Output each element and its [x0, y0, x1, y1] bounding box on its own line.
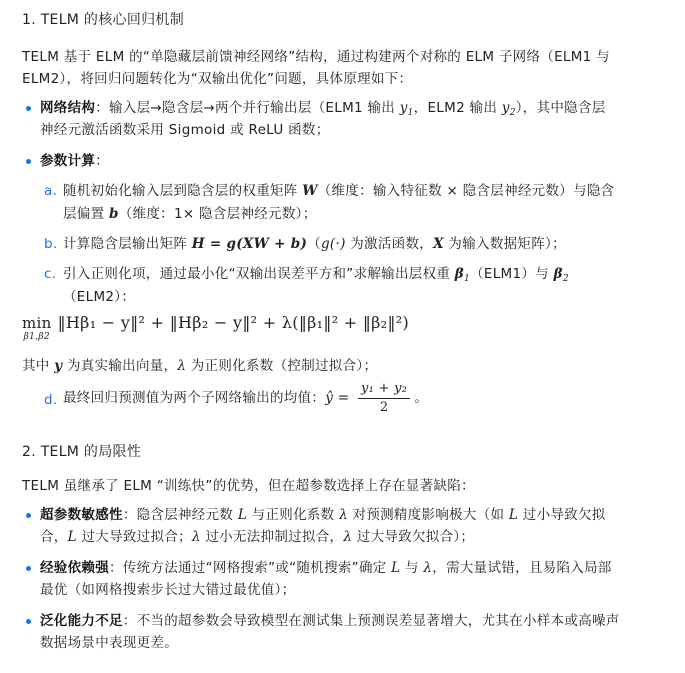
item-b-line: 计算隐含层输出矩阵 H = g(XW + b)（g(·) 为激活函数，X 为输入数据矩阵）； — [63, 236, 566, 252]
bullet-experience-dependence-line2: 最优（如网格搜索步长过大错过最优值）； — [40, 582, 296, 598]
section1-intro-line1: TELM 基于 ELM 的“单隐藏层前馈神经网络”结构，通过构建两个对称的 ELM 子网络（ELM1 与 — [22, 49, 610, 65]
bullet-generalization-line2: 数据场景中表现更差。 — [40, 635, 178, 651]
fraction: $\frac{\text{y₁ + y₂}}{2}$ — [358, 380, 410, 417]
item-a-line1: 随机初始化输入层到隐含层的权重矩阵 W（维度：输入特征数 × 隐含层神经元数）与隐含 — [63, 183, 615, 199]
formula-explanation: 其中 y 为真实输出向量，λ 为正则化系数（控制过拟合）； — [22, 358, 378, 374]
regularized-objective-formula — [22, 314, 409, 342]
item-a-line2: 层偏置 b（维度：1× 隐含层神经元数）； — [63, 206, 317, 222]
list-marker-a: a. — [44, 183, 58, 199]
section2-heading: 2. TELM 的局限性 — [22, 444, 142, 460]
bullet-parameter-calc: 参数计算： — [40, 153, 110, 169]
bullet-dot — [26, 619, 31, 624]
bullet-dot — [26, 566, 31, 571]
formula-body: ‖Hβ₁ − y‖² + ‖Hβ₂ − y‖² + λ(‖β₁‖² + ‖β₂‖²) — [57, 313, 410, 332]
bullet-generalization: 泛化能力不足：不当的超参数会导致模型在测试集上预测误差显著增大，尤其在小样本或高噪声 — [40, 613, 620, 629]
bullet-network-structure-line2: 神经元激活函数采用 Sigmoid 或 ReLU 函数； — [40, 122, 330, 138]
bullet-experience-dependence: 经验依赖强：传统方法通过“网格搜索”或“随机搜索”确定 L 与 λ，需大量试错，且易陷入局部 — [40, 560, 612, 576]
item-c-line1: 引入正则化项，通过最小化“双输出误差平方和”求解输出层权重 $\beta_1(ELM1)$与 $\beta_2$ — [63, 266, 569, 284]
bullet-dot — [26, 159, 31, 164]
list-marker-d: d. — [44, 392, 58, 408]
item-c-line2: （ELM2）： — [63, 289, 136, 305]
bullet-network-structure: 网络结构：输入层→隐含层→两个并行输出层（ELM1 输出 $y_1$，ELM2 输出 $y_2$），其中隐含层 — [40, 100, 606, 118]
min-operator: min β1,β2 — [22, 314, 52, 342]
bullet-dot — [26, 106, 31, 111]
bullet-hyperparam-sensitivity: 超参数敏感性：隐含层神经元数 L 与正则化系数 λ 对预测精度影响极大（如 L 过小导致欠拟 — [40, 507, 606, 523]
section1-heading: 1. TELM 的核心回归机制 — [22, 12, 185, 28]
section1-intro-line2: ELM2），将回归问题转化为“双输出优化”问题，具体原理如下： — [22, 71, 413, 87]
list-marker-c: c. — [44, 266, 57, 282]
bullet-dot — [26, 513, 31, 518]
bullet-hyperparam-sensitivity-line2: 合，L 过大导致过拟合；λ 过小无法抑制过拟合，λ 过大导致欠拟合）； — [40, 529, 475, 545]
section2-intro: TELM 虽继承了 ELM “训练快”的优势，但在超参数选择上存在显著缺陷： — [22, 478, 475, 494]
bullet-title: 网络结构 — [40, 100, 96, 116]
list-marker-b: b. — [44, 236, 58, 252]
item-d-line: 最终回归预测值为两个子网络输出的均值：ŷ = $\frac{\text{y₁ + y₂}}{2}$ 。 — [63, 380, 429, 415]
